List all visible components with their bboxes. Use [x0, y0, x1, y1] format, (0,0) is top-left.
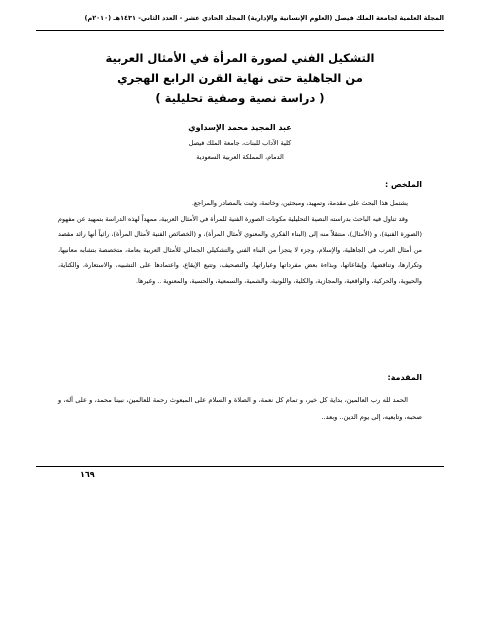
abstract-paragraph-2: وقد تناول فيه الباحث بدراسته النصية التحليلية مكونات الصورة الفنية للمرأة في الأمثال العربية، ممهداً لهذه الدراسة بتمهيد عن مفهوم (الصورة الفنية)، و (الأمثال)، منتقلاً منه إلى (البناء الفكري والمعنوي لأمثال المرأة)، و (الخصائص الفنية لأمثال المرأة)، راثياً أنها رائد مقصد من أمثال العرب في الجاهلية، والإسلام، وجزء لا يتجزأ من البناء الفني والتشكيلي الجمالي للأمثال العربية بعامة، متخصصة بتشابه معانيها، وتكرارها، وتناقضها، وإيقاعاتها، وبذاءة بعض مفرداتها وعباراتها، والتصحيف، وتتبع الإيقاع، واعتمادها على التشبيه، والاستعارة، والكناية، والحيوية، والحركية، والواقعية، والمجازية، والكلية، واللونية، والشمية، والسمعية، والحسية، والمعنوية .. وغيرها.	[58, 214, 422, 285]
introduction-heading: المقدمة:	[387, 373, 422, 382]
introduction-body	[58, 392, 422, 425]
author-name: عبد المجيد محمد الإسداوي	[188, 123, 292, 132]
abstract-paragraph-1: يشتمل هذا البحث على مقدمة، وتمهيد، ومبحثين، وخاتمة، وثبت بالمصادر والمراجع.	[191, 199, 408, 207]
title-line-3: ( دراسة نصية وصفية تحليلية )	[155, 91, 325, 105]
abstract-body	[58, 196, 422, 290]
author-affiliation-2: الدمام، المملكة العربية السعودية	[196, 153, 284, 161]
page-number: ١٦٩	[80, 470, 95, 479]
author-block	[120, 120, 360, 164]
footer-rule	[36, 466, 444, 467]
header-rule	[36, 30, 444, 31]
author-affiliation-1: كلية الآداب للبنات، جامعة الملك فيصل	[188, 139, 292, 147]
title-block	[60, 48, 420, 108]
abstract-heading: الملخص :	[384, 180, 422, 189]
running-header: المجلة العلمية لجامعة الملك فيصل (العلوم الإنسانية والإدارية) المجلد الحادي عشر - العدد الثاني- ١٤٣١هـ (٢٠١٠م)	[84, 14, 444, 22]
title-line-2: من الجاهلية حتى نهاية القرن الرابع الهجري	[117, 71, 363, 85]
introduction-paragraph: الحمد لله رب العالمين، بداية كل خير، و تمام كل نعمة، و الصلاة و السلام على المبعوث رحمة للعالمين، نبينا محمد، و على آله، و صحبه، وتابعيه، إلى يوم الدين.. وبعد..	[58, 396, 422, 421]
title-line-1: التشكيل الفني لصورة المرأة في الأمثال العربية	[105, 51, 375, 65]
